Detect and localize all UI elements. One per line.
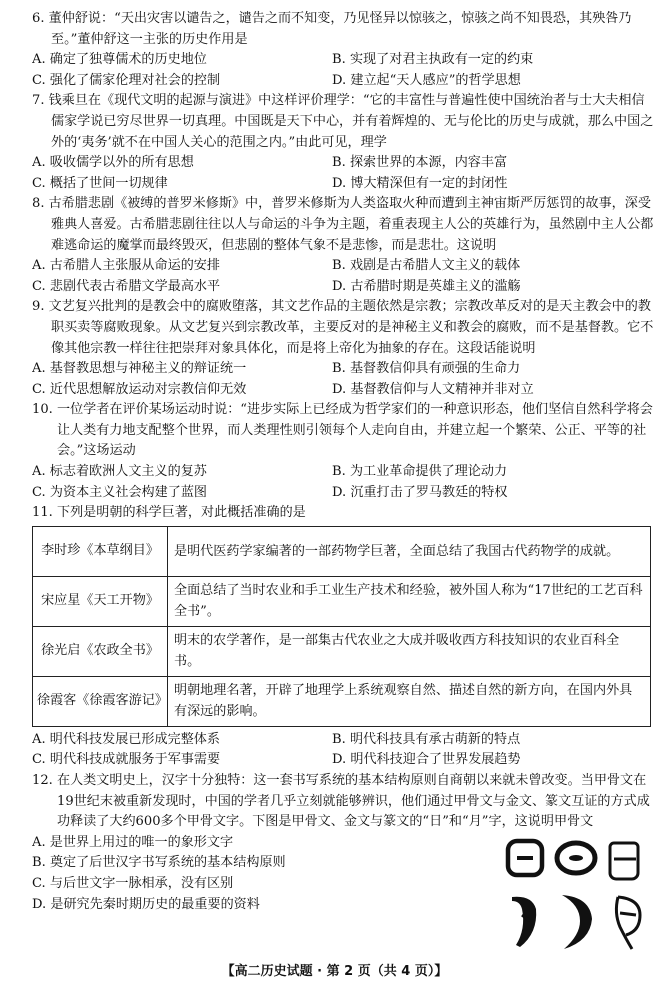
option-d: D. 基督教信仰与人文精神并非对立 (332, 381, 534, 397)
option-b: B. 实现了对君主执政有一定的约束 (332, 52, 534, 68)
option-c: C. 悲剧代表古希腊文学最高水平 (32, 278, 221, 294)
oracle-ri-glyph (508, 841, 542, 875)
option-c: C. 明代科技成就服务于军事需要 (32, 752, 221, 768)
seal-ri-glyph (610, 843, 638, 879)
exam-page (32, 9, 656, 915)
bronze-ri-glyph (557, 843, 595, 873)
option-b: B. 奠定了后世汉字书写系统的基本结构原则 (32, 855, 286, 871)
oracle-yue-glyph (512, 897, 536, 947)
question-8 (32, 194, 656, 297)
question-stem: 6. 董仲舒说：“天出灾害以谴告之，谴告之而不知变，乃见怪异以惊骇之，惊骇之尚不知畏恐，其殃咎乃至。”董仲舒这一主张的历史作用是 (32, 11, 632, 47)
work-description: 明末的农学著作，是一部集古代农业之大成并吸收西方科技知识的农业百科全书。 (168, 626, 651, 676)
question-stem: 8. 古希腊悲剧《被缚的普罗米修斯》中，普罗米修斯为人类盗取火种而遭到主神宙斯严厉惩罚的故事，深受雅典人喜爱。古希腊悲剧往往以人与命运的斗争为主题，着重表现主人公的英雄行为，虽然剧中主人公都难逃命运的魔掌而最终毁灭，但悲剧的整体气象不是悲惨，而是悲壮。这说明 (32, 196, 654, 253)
options (32, 50, 656, 91)
work-name: 徐光启《农政全书》 (33, 626, 168, 676)
question-9 (32, 297, 656, 400)
question-10 (32, 400, 656, 503)
option-d: D. 是研究先秦时期历史的最重要的资料 (32, 896, 260, 912)
options (32, 462, 656, 503)
bronze-yue-glyph (562, 895, 592, 949)
option-a: A. 明代科技发展已形成完整体系 (32, 731, 220, 747)
table-row (33, 526, 651, 576)
option-a: A. 吸收儒学以外的所有思想 (32, 155, 194, 171)
option-d: D. 建立起“天人感应”的哲学思想 (332, 72, 521, 88)
option-b: B. 为工业革命提供了理论动力 (332, 464, 508, 480)
option-c: C. 强化了儒家伦理对社会的控制 (32, 72, 221, 88)
options (32, 256, 656, 297)
option-a: A. 是世界上用过的唯一的象形文字 (32, 834, 234, 850)
option-a: A. 标志着欧洲人文主义的复苏 (32, 464, 207, 480)
options (32, 730, 656, 771)
option-b: B. 探索世界的本源，内容丰富 (332, 155, 508, 171)
work-name: 宋应星《天工开物》 (33, 576, 168, 626)
page-footer: 【高二历史试题 · 第 2 页（共 4 页）】 (221, 964, 448, 979)
option-d: D. 明代科技迎合了世界发展趋势 (332, 752, 521, 768)
work-name: 徐霞客《徐霞客游记》 (33, 676, 168, 726)
options (32, 359, 656, 400)
question-stem: 10. 一位学者在评价某场运动时说：“进步实际上已经成为哲学家们的一种意识形态，他们坚信自然科学将会让人类有力地支配整个世界，而人类理性则引领每个人走向自由，并建立起一个繁荣、公正、平等的社会。”这场运动 (32, 402, 653, 459)
option-d: D. 沉重打击了罗马教廷的特权 (332, 484, 508, 500)
question-stem: 11. 下列是明朝的科学巨著，对此概括准确的是 (32, 505, 306, 521)
work-description: 是明代医药学家编著的一部药物学巨著，全面总结了我国古代药物学的成就。 (168, 526, 651, 576)
option-b: B. 戏剧是古希腊人文主义的载体 (332, 258, 521, 274)
question-12 (32, 771, 656, 915)
option-c: C. 与后世文字一脉相承，没有区别 (32, 876, 234, 891)
table-row (33, 676, 651, 726)
table-row (33, 576, 651, 626)
work-description: 明朝地理名著，开辟了地理学上系统观察自然、描述自然的新方向，在国内外具有深远的影响。 (168, 676, 651, 726)
seal-yue-glyph (616, 897, 640, 949)
question-11 (32, 503, 656, 771)
option-d: D. 博大精深但有一定的封闭性 (332, 175, 508, 191)
option-b: B. 基督教信仰具有顽强的生命力 (332, 361, 521, 377)
option-c: C. 概括了世间一切规律 (32, 175, 168, 191)
option-c: C. 近代思想解放运动对宗教信仰无效 (32, 381, 247, 397)
question-6 (32, 9, 656, 91)
ri-yue-glyphs-figure (502, 835, 652, 955)
work-description: 全面总结了当时农业和手工业生产技术和经验，被外国人称为“17世纪的工艺百科全书”。 (168, 576, 651, 626)
table-row (33, 626, 651, 676)
option-d: D. 古希腊时期是英雄主义的滥觞 (332, 278, 521, 294)
question-stem: 7. 钱乘旦在《现代文明的起源与演进》中这样评价理学：“它的丰富性与普遍性使中国统治者与士大夫相信儒家学说已穷尽世界一切真理。中国既是天下中心，并有着辉煌的、无与伦比的历史与成就，那么中国之外的‘夷务’就不在中国人关心的范围之内。”由此可见，理学 (32, 93, 654, 150)
question-stem: 12. 在人类文明史上，汉字十分独特：这一套书写系统的基本结构原则自商朝以来就未曾改变。当甲骨文在19世纪末被重新发现时，中国的学者几乎立刻就能够辨识，他们通过甲骨文与金文、篆文互证的方式成功释读了大约600多个甲骨文字。下图是甲骨文、金文与篆文的“日”和“月”字，这说明甲骨文 (32, 773, 650, 830)
science-works-table (32, 526, 651, 727)
work-name: 李时珍《本草纲目》 (33, 526, 168, 576)
question-7 (32, 91, 656, 194)
option-a: A. 古希腊人主张服从命运的安排 (32, 258, 220, 274)
question-stem: 9. 文艺复兴批判的是教会中的腐败堕落，其文艺作品的主题依然是宗教；宗教改革反对的是天主教会中的教职买卖等腐败现象。从文艺复兴到宗教改革，主要反对的是神秘主义和教会的腐败，而不是基督教。它不像其他宗教一样往往把崇拜对象具体化，而是将上帝化为抽象的存在。这段话能说明 (32, 299, 654, 356)
option-b: B. 明代科技具有承古萌新的特点 (332, 731, 521, 747)
option-a: A. 确定了独尊儒术的历史地位 (32, 52, 207, 68)
option-c: C. 为资本主义社会构建了蓝图 (32, 484, 208, 500)
options (32, 153, 656, 194)
option-a: A. 基督教思想与神秘主义的辩证统一 (32, 361, 247, 377)
